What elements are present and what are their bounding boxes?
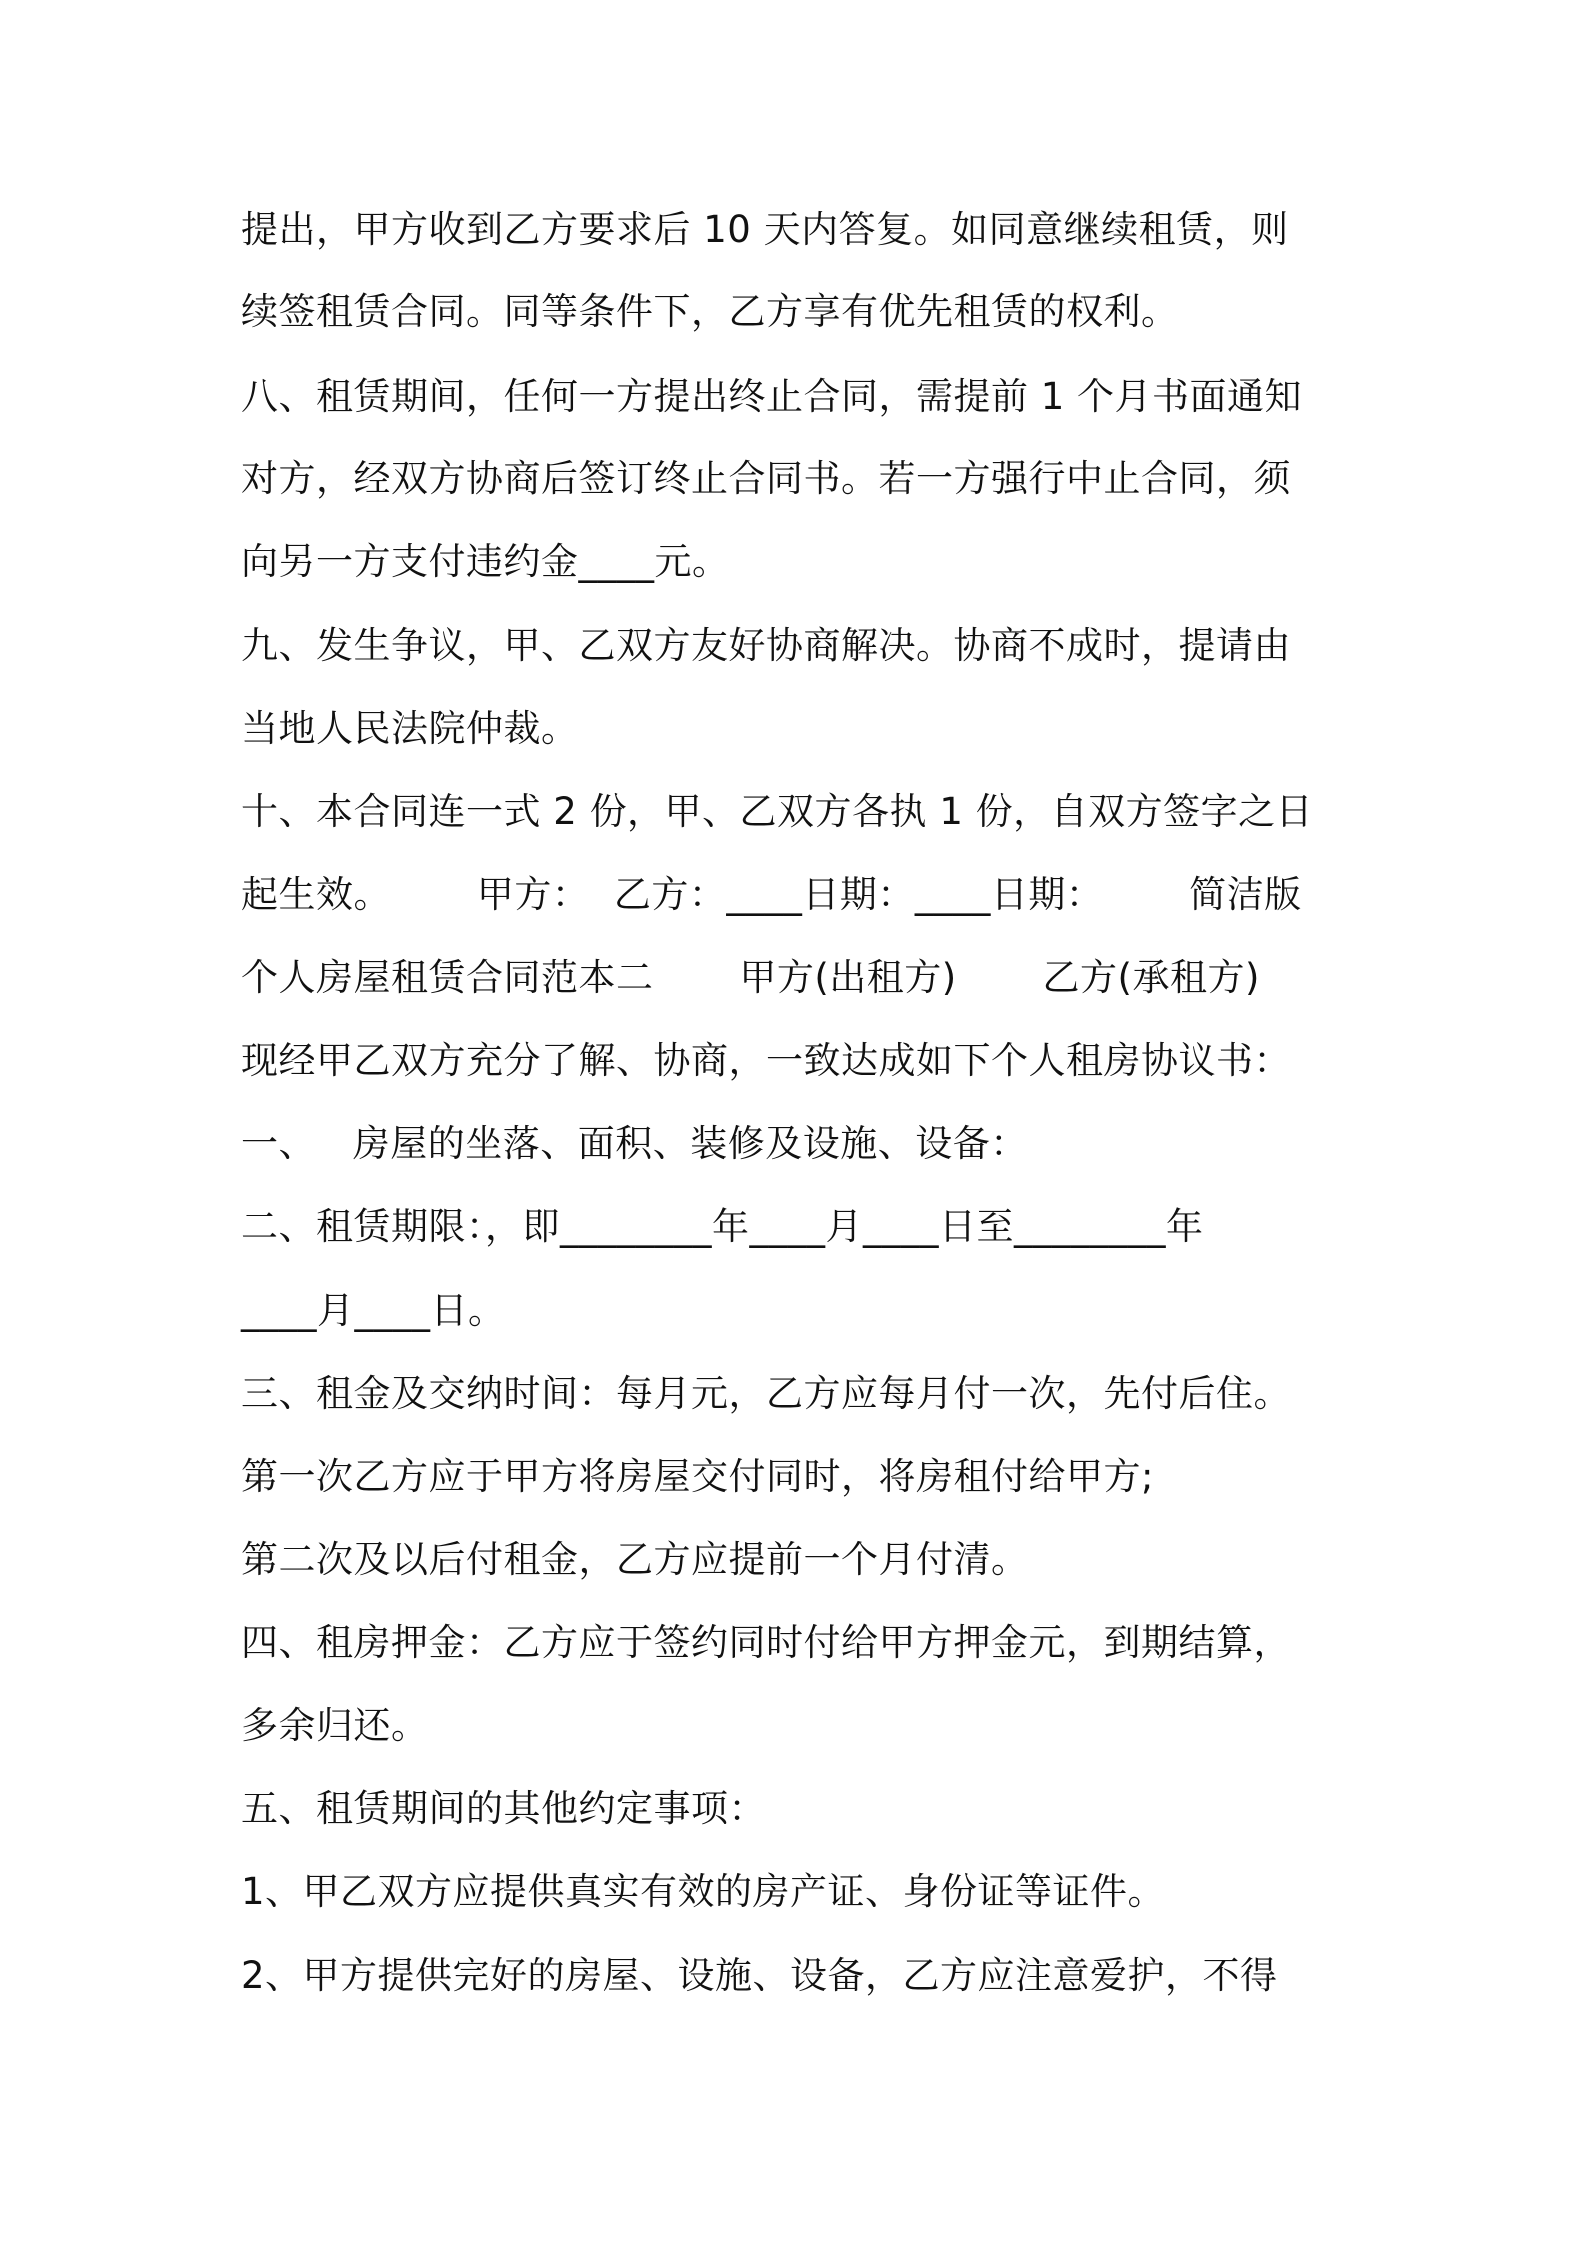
paragraph-line-19: 多余归还。	[241, 1704, 429, 1747]
paragraph-line-18: 四、租房押金：乙方应于签约同时付给甲方押金元，到期结算，	[241, 1621, 1291, 1664]
paragraph-line-11: 现经甲乙双方充分了解、协商，一致达成如下个人租房协议书：	[241, 1039, 1291, 1082]
paragraph-line-9: 起生效。 甲方： 乙方：____日期：____日期： 简洁版	[241, 873, 1302, 916]
paragraph-line-17: 第二次及以后付租金，乙方应提前一个月付清。	[241, 1538, 1029, 1581]
paragraph-line-22: 2、甲方提供完好的房屋、设施、设备，乙方应注意爱护，不得	[241, 1954, 1278, 1997]
paragraph-line-13: 二、租赁期限：，即________年____月____日至________年	[241, 1205, 1204, 1248]
paragraph-line-2: 续签租赁合同。同等条件下，乙方享有优先租赁的权利。	[241, 290, 1179, 333]
paragraph-line-16: 第一次乙方应于甲方将房屋交付同时，将房租付给甲方;	[241, 1455, 1154, 1498]
paragraph-line-10: 个人房屋租赁合同范本二 甲方(出租方) 乙方(承租方)	[241, 956, 1260, 999]
paragraph-line-4: 对方，经双方协商后签订终止合同书。若一方强行中止合同，须	[241, 457, 1291, 500]
paragraph-line-8: 十、本合同连一式 2 份，甲、乙双方各执 1 份，自双方签字之日	[241, 790, 1314, 833]
paragraph-line-21: 1、甲乙双方应提供真实有效的房产证、身份证等证件。	[241, 1870, 1166, 1913]
paragraph-line-6: 九、发生争议，甲、乙双方友好协商解决。协商不成时，提请由	[241, 624, 1291, 667]
paragraph-line-15: 三、租金及交纳时间：每月元，乙方应每月付一次，先付后住。	[241, 1372, 1291, 1415]
paragraph-line-3: 八、租赁期间，任何一方提出终止合同，需提前 1 个月书面通知	[241, 375, 1303, 418]
paragraph-line-14: ____月____日。	[241, 1289, 506, 1332]
paragraph-line-1: 提出，甲方收到乙方要求后 10 天内答复。如同意继续租赁，则	[241, 208, 1289, 251]
paragraph-line-5: 向另一方支付违约金____元。	[241, 540, 730, 583]
paragraph-line-12: 一、 房屋的坐落、面积、装修及设施、设备：	[241, 1122, 1028, 1165]
paragraph-line-20: 五、租赁期间的其他约定事项：	[241, 1787, 766, 1830]
paragraph-line-7: 当地人民法院仲裁。	[241, 707, 579, 750]
